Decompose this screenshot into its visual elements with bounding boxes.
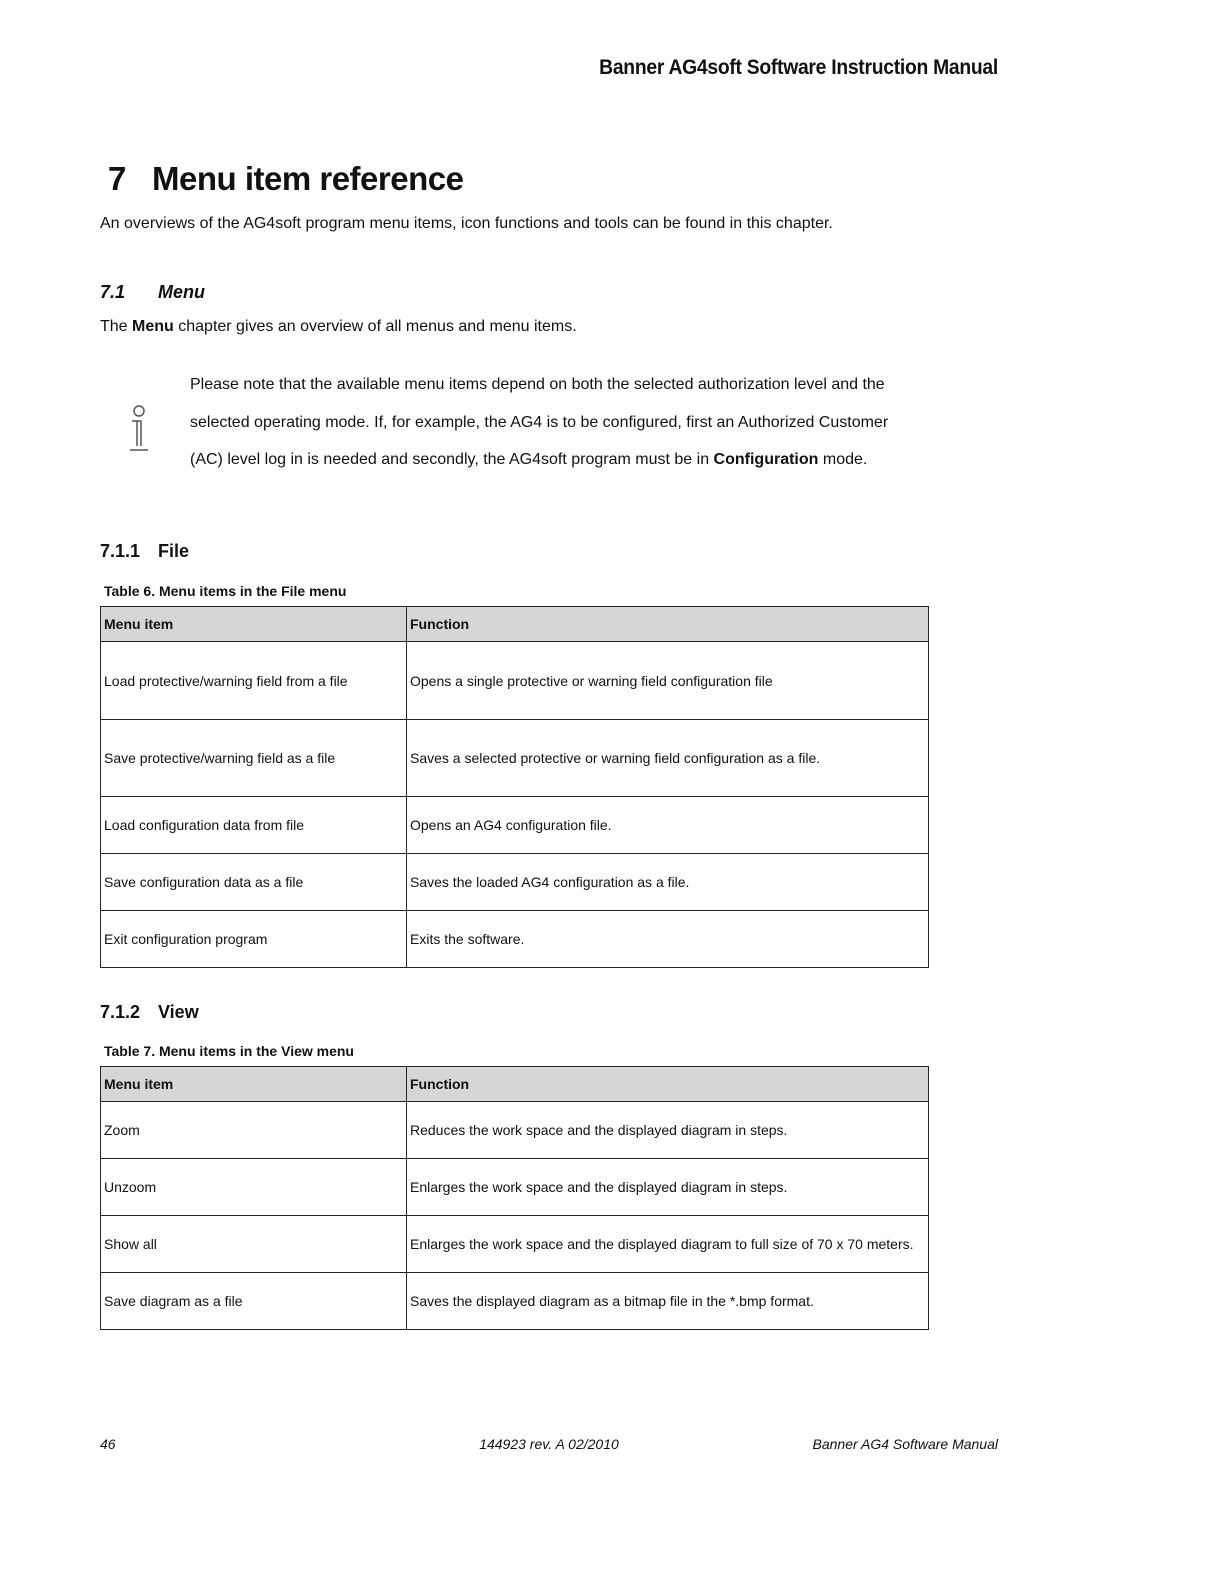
subsection-number: 7.1.2 xyxy=(100,1002,141,1022)
function-cell: Saves the displayed diagram as a bitmap file in the *.bmp format. xyxy=(407,1273,929,1330)
chapter-intro: An overviews of the AG4soft program menu items, icon functions and tools can be found in this chapter. xyxy=(100,215,833,232)
running-header: Banner AG4soft Software Instruction Manual xyxy=(599,56,998,79)
note-text-bold: Configuration xyxy=(713,451,819,468)
note-text-before: Please note that the available menu items depend on both the selected authorization level and the selected operating mode. If, for example, the AG4 is to be configured, first an Authorized Customer (AC) level log in is needed and secondly, the AG4soft program must be in xyxy=(190,376,889,468)
page-number: 46 xyxy=(100,1436,116,1452)
section-heading-7-1 xyxy=(100,282,205,303)
function-cell: Saves a selected protective or warning field configuration as a file. xyxy=(407,720,929,797)
table-row xyxy=(101,1273,929,1330)
subsection-heading-file xyxy=(100,541,189,562)
section-title: Menu xyxy=(158,282,205,302)
para-bold: Menu xyxy=(132,318,174,335)
table-caption-view: Table 7. Menu items in the View menu xyxy=(104,1043,354,1059)
function-cell: Exits the software. xyxy=(407,911,929,968)
menu-item-cell: Load protective/warning field from a file xyxy=(101,642,407,720)
function-cell: Saves the loaded AG4 configuration as a file. xyxy=(407,854,929,911)
document-id: 144923 rev. A 02/2010 xyxy=(479,1436,619,1452)
column-header: Menu item xyxy=(101,607,407,642)
file-menu-table xyxy=(100,606,929,968)
column-header: Function xyxy=(407,1067,929,1102)
function-cell: Opens an AG4 configuration file. xyxy=(407,797,929,854)
chapter-title: Menu item reference xyxy=(152,160,464,197)
menu-item-cell: Zoom xyxy=(101,1102,407,1159)
para-prefix: The xyxy=(100,318,133,335)
menu-item-cell: Show all xyxy=(101,1216,407,1273)
subsection-heading-view xyxy=(100,1002,199,1023)
table-row xyxy=(101,1159,929,1216)
subsection-title: View xyxy=(158,1002,199,1022)
column-header: Menu item xyxy=(101,1067,407,1102)
section-number: 7.1 xyxy=(100,282,126,302)
table-row xyxy=(101,642,929,720)
table-row xyxy=(101,854,929,911)
menu-item-cell: Unzoom xyxy=(101,1159,407,1216)
table-header-row xyxy=(101,607,929,642)
menu-item-cell: Save protective/warning field as a file xyxy=(101,720,407,797)
chapter-number: 7 xyxy=(108,160,126,197)
para-suffix: chapter gives an overview of all menus and menu items. xyxy=(173,318,577,335)
info-note xyxy=(190,366,910,479)
menu-item-cell: Exit configuration program xyxy=(101,911,407,968)
function-cell: Reduces the work space and the displayed diagram in steps. xyxy=(407,1102,929,1159)
subsection-number: 7.1.1 xyxy=(100,541,141,561)
table-row xyxy=(101,1216,929,1273)
function-cell: Enlarges the work space and the displayed diagram to full size of 70 x 70 meters. xyxy=(407,1216,929,1273)
table-header-row xyxy=(101,1067,929,1102)
table-row xyxy=(101,911,929,968)
function-cell: Opens a single protective or warning field configuration file xyxy=(407,642,929,720)
table-row xyxy=(101,720,929,797)
column-header: Function xyxy=(407,607,929,642)
info-icon xyxy=(126,404,152,454)
table-row xyxy=(101,1102,929,1159)
menu-item-cell: Load configuration data from file xyxy=(101,797,407,854)
subsection-title: File xyxy=(158,541,190,561)
view-menu-table xyxy=(100,1066,929,1330)
note-text-after: mode. xyxy=(818,451,868,468)
menu-item-cell: Save diagram as a file xyxy=(101,1273,407,1330)
menu-item-cell: Save configuration data as a file xyxy=(101,854,407,911)
function-cell: Enlarges the work space and the displayed diagram in steps. xyxy=(407,1159,929,1216)
table-caption-file: Table 6. Menu items in the File menu xyxy=(104,583,347,599)
table-row xyxy=(101,797,929,854)
footer-manual-name: Banner AG4 Software Manual xyxy=(812,1436,998,1452)
section-paragraph xyxy=(100,318,577,336)
chapter-heading xyxy=(108,160,463,198)
